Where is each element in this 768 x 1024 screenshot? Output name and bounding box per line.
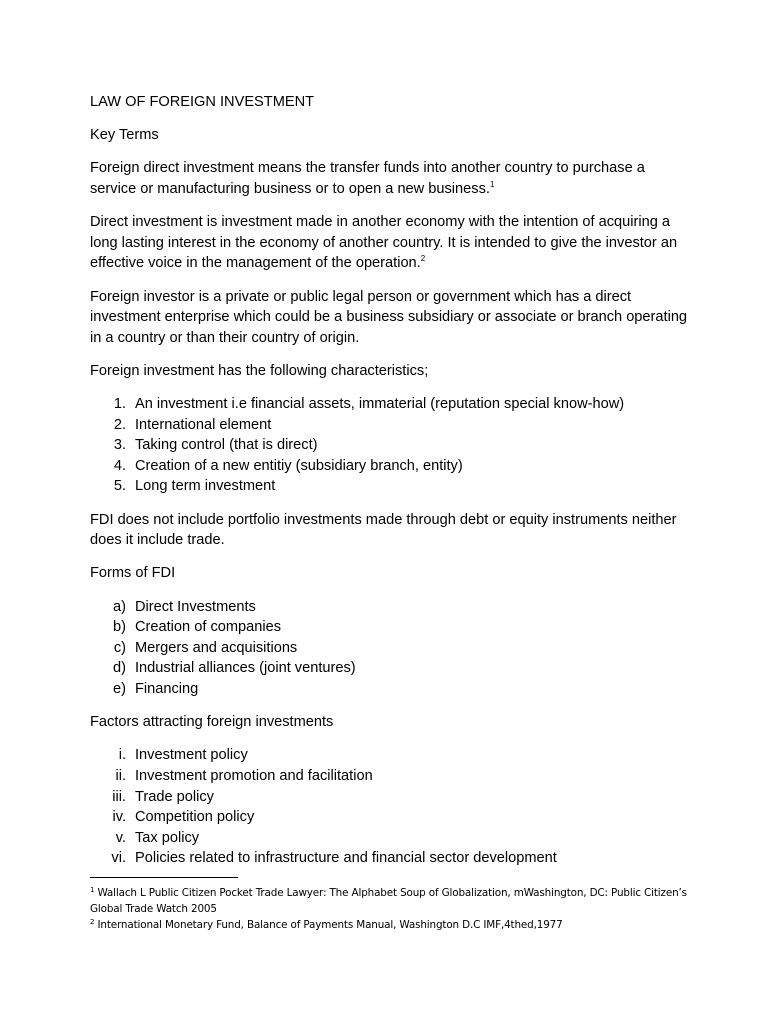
footnote-text: Wallach L Public Citizen Pocket Trade Lawyer: The Alphabet Soup of Globalization, mWashington, DC: Public Citizen’s Global Trade Watch 2005 [90,886,687,915]
list-item [90,658,690,679]
list-item [90,679,690,700]
list-item [90,415,690,436]
list-item-text: Industrial alliances (joint ventures) [135,660,356,677]
fdi-definition-paragraph [90,158,690,199]
forms-list [90,597,690,700]
fdi-definition-text: Foreign direct investment means the transfer funds into another country to purchase a service or manufacturing business or to open a new business. [90,160,645,197]
list-item [90,745,690,766]
factors-list [90,745,690,869]
list-marker: i. [118,747,126,764]
list-item-text: Financing [135,681,199,697]
list-marker: iii. [112,788,126,805]
list-marker: vi. [111,850,126,867]
list-item-text: Trade policy [135,788,214,805]
list-item-text: Investment policy [135,747,248,764]
footnote-ref-1[interactable]: 1 [489,179,495,189]
list-marker: 2. [113,416,126,433]
factors-heading: Factors attracting foreign investments [90,714,334,731]
list-item-text: Creation of a new entitiy (subsidiary branch, entity) [135,457,463,474]
list-marker: v. [115,829,126,846]
list-item-text: Investment promotion and facilitation [135,767,373,784]
list-item-text: Competition policy [135,809,255,826]
list-item [90,807,690,828]
footnote-text: International Monetary Fund, Balance of Payments Manual, Washington D.C IMF,4thed,1977 [94,918,563,931]
list-marker: 1. [113,396,126,413]
characteristics-list [90,394,690,497]
direct-investment-text: Direct investment is investment made in another economy with the intention of acquiring a long lasting interest in the economy of another country. It is intended to give the investor an effective voice in the management of the operation. [90,214,678,272]
footnote-number: 1 [90,885,95,894]
list-item-text: International element [135,416,272,433]
list-item [90,456,690,477]
list-item [90,766,690,787]
foreign-investor-paragraph: Foreign investor is a private or public legal person or government which has a direct investment enterprise which could be a business subsidiary or associate or branch operating in a country or than their country of origin. [90,288,688,346]
footnote-ref-2[interactable]: 2 [420,254,426,264]
list-item-text: Direct Investments [135,598,256,615]
list-item [90,638,690,659]
list-item-text: An investment i.e financial assets, immaterial (reputation special know-how) [135,396,625,413]
list-marker: iv. [112,809,126,826]
footnote-number: 2 [90,917,95,926]
document-title: LAW OF FOREIGN INVESTMENT [90,94,315,110]
footnote-separator [90,877,238,878]
list-marker: 4. [113,457,126,474]
list-item-text: Policies related to infrastructure and financial sector development [135,850,557,867]
list-item [90,787,690,808]
list-marker: a) [113,598,126,615]
fdi-exclusion-paragraph: FDI does not include portfolio investments made through debt or equity instruments neither does it include trade. [90,511,677,549]
list-item-text: Tax policy [135,829,200,846]
footnote [90,917,690,933]
list-item-text: Mergers and acquisitions [135,639,298,656]
list-item [90,617,690,638]
list-marker: e) [113,681,126,697]
footnote [90,885,690,917]
characteristics-intro: Foreign investment has the following characteristics; [90,362,429,379]
forms-heading: Forms of FDI [90,565,176,582]
document-body [90,92,690,933]
list-item [90,394,690,415]
list-item-text: Taking control (that is direct) [135,437,318,454]
list-item [90,828,690,849]
key-terms-heading: Key Terms [90,127,159,144]
direct-investment-paragraph [90,212,690,274]
list-item [90,476,690,497]
list-item [90,597,690,618]
footnotes [90,885,690,933]
list-marker: ii. [115,767,126,784]
list-marker: 3. [113,437,126,454]
list-marker: b) [113,619,126,636]
list-item [90,848,690,869]
list-marker: d) [113,660,126,677]
list-item-text: Long term investment [135,478,276,495]
list-marker: c) [113,639,126,656]
list-item [90,435,690,456]
list-item-text: Creation of companies [135,619,282,636]
list-marker: 5. [113,478,126,495]
